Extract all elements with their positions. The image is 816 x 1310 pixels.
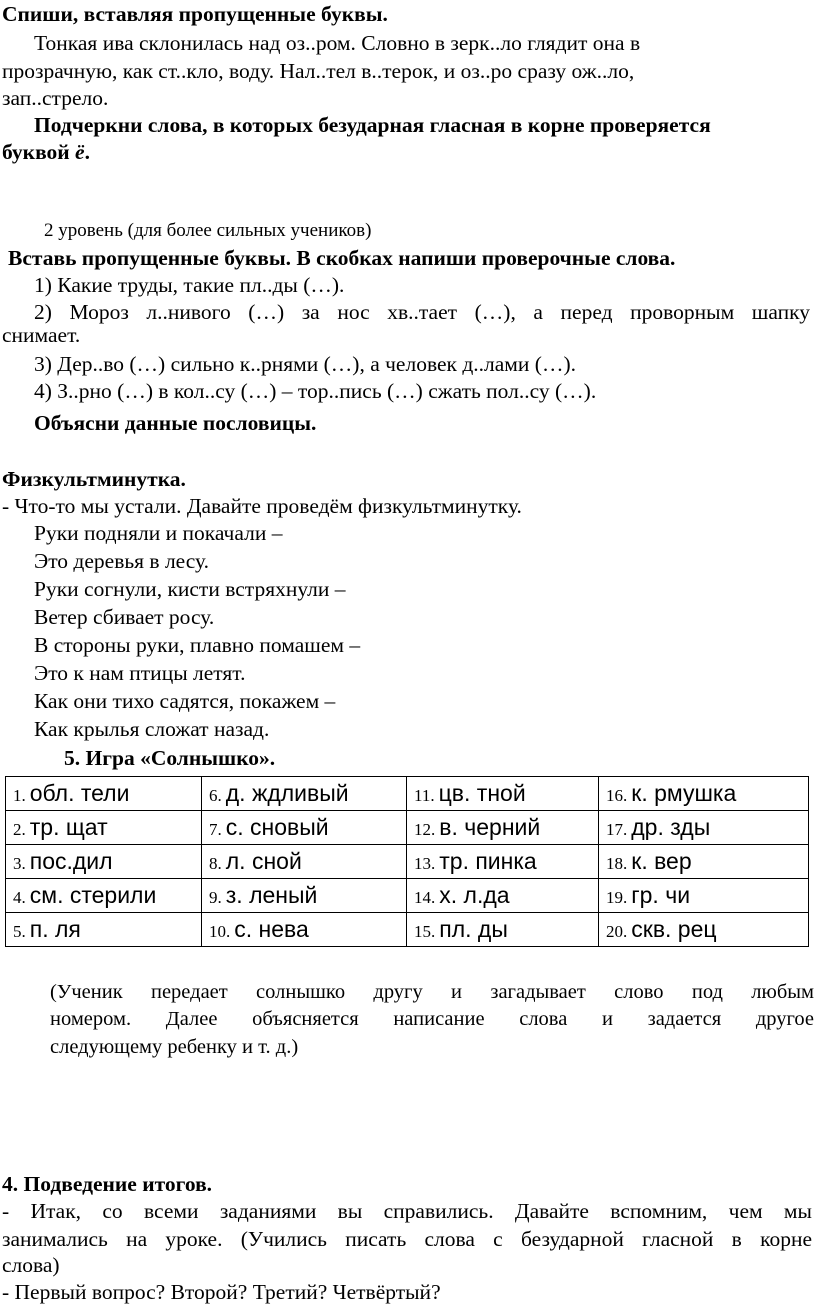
cell-number: 4.	[13, 888, 26, 907]
cell-word: др. зды	[631, 814, 711, 840]
cell-number: 10.	[209, 922, 231, 941]
cell-word: л. сной	[225, 848, 302, 874]
section-heading: Физкультминутка.	[2, 467, 186, 491]
cell-word: тр. щат	[29, 814, 108, 840]
cell-word: д. ждливый	[225, 780, 349, 806]
poem-line: Ветер сбивает росу.	[34, 605, 215, 629]
game-note-line: следующему ребенку и т. д.)	[50, 1036, 299, 1058]
summary-line: - Итак, со всеми заданиями вы справились. Давайте вспомним, чем мы	[2, 1199, 812, 1223]
summary-line: слова)	[2, 1253, 60, 1277]
cell-word: пос.дил	[29, 848, 113, 874]
poem-line: Это к нам птицы летят.	[34, 661, 246, 685]
table-cell	[599, 777, 809, 811]
table-cell	[202, 777, 407, 811]
cell-word: п. ля	[29, 916, 81, 942]
cell-number: 13.	[414, 854, 436, 873]
poem-line: Как крылья сложат назад.	[34, 717, 270, 741]
table-cell	[6, 777, 202, 811]
proverb-line: 3) Дер..во (…) сильно к..рнями (…), а человек д..лами (…).	[34, 352, 576, 376]
table-cell	[407, 777, 599, 811]
cell-word: с. сновый	[225, 814, 329, 840]
explain-task: Объясни данные пословицы.	[34, 411, 317, 435]
table-row	[6, 879, 809, 913]
cell-number: 11.	[414, 786, 435, 805]
table-cell	[202, 913, 407, 947]
cell-word: тр. пинка	[439, 848, 537, 874]
game-heading: 5. Игра «Солнышко».	[64, 746, 276, 770]
table-cell	[407, 811, 599, 845]
cell-number: 19.	[606, 888, 628, 907]
cell-word: с. нева	[234, 916, 309, 942]
poem-line: Как они тихо садятся, покажем –	[34, 689, 336, 713]
table-cell	[407, 845, 599, 879]
cell-word: обл. тели	[29, 780, 130, 806]
table-row	[6, 777, 809, 811]
text-line: Тонкая ива склонилась над оз..ром. Словно в зерк..ло глядит она в	[34, 31, 641, 55]
task-line	[2, 139, 90, 166]
table-cell	[407, 879, 599, 913]
section-heading: 4. Подведение итогов.	[2, 1172, 213, 1196]
cell-number: 6.	[209, 786, 222, 805]
cell-word: х. л.да	[439, 882, 510, 908]
poem-line: Руки согнули, кисти встряхнули –	[34, 577, 346, 601]
cell-number: 16.	[606, 786, 628, 805]
text-line: зап..стрело.	[2, 86, 109, 110]
poem-line: Это деревья в лесу.	[34, 549, 209, 573]
text-line: прозрачную, как ст..кло, воду. Нал..тел в..терок, и оз..ро сразу ож..ло,	[2, 59, 635, 83]
cell-number: 9.	[209, 888, 222, 907]
cell-word: см. стерили	[29, 882, 157, 908]
table-cell	[407, 913, 599, 947]
table-cell	[599, 879, 809, 913]
table-cell	[6, 845, 202, 879]
cell-number: 2.	[13, 820, 26, 839]
cell-word: пл. ды	[439, 916, 508, 942]
table-row	[6, 811, 809, 845]
proverb-line: 4) З..рно (…) в кол..су (…) – тор..пись (…) сжать пол..су (…).	[34, 379, 597, 403]
cell-number: 3.	[13, 854, 26, 873]
exercise-heading: Спиши, вставляя пропущенные буквы.	[2, 2, 388, 26]
poem-line: В стороны руки, плавно помашем –	[34, 633, 361, 657]
cell-number: 8.	[209, 854, 222, 873]
summary-line: занимались на уроке. (Учились писать слова с безударной гласной в корне	[2, 1227, 812, 1251]
table-cell	[202, 811, 407, 845]
cell-number: 12.	[414, 820, 436, 839]
table-cell	[6, 913, 202, 947]
cell-word: к. рмушка	[631, 780, 737, 806]
task-text: буквой	[2, 140, 76, 164]
cell-number: 14.	[414, 888, 436, 907]
cell-word: в. черний	[439, 814, 541, 840]
proverb-line: 2) Мороз л..нивого (…) за нос хв..тает (…), а перед проворным шапку	[34, 300, 810, 324]
cell-word: цв. тной	[438, 780, 526, 806]
table-cell	[6, 811, 202, 845]
game-table	[5, 776, 809, 947]
table-cell	[202, 879, 407, 913]
cell-number: 18.	[606, 854, 628, 873]
cell-number: 20.	[606, 922, 628, 941]
cell-word: скв. рец	[631, 916, 717, 942]
exercise-heading: Вставь пропущенные буквы. В скобках напиши проверочные слова.	[8, 246, 676, 270]
cell-number: 15.	[414, 922, 436, 941]
table-cell	[202, 845, 407, 879]
cell-word: гр. чи	[631, 882, 691, 908]
summary-line: - Первый вопрос? Второй? Третий? Четвёртый?	[2, 1280, 441, 1304]
game-note-line: номером. Далее объясняется написание слова и задается другое	[50, 1008, 814, 1030]
cell-number: 17.	[606, 820, 628, 839]
table-cell	[599, 811, 809, 845]
poem-line: Руки подняли и покачали –	[34, 521, 283, 545]
proverb-line: снимает.	[2, 323, 81, 347]
game-note-line: (Ученик передает солнышко другу и загадывает слово под любым	[50, 981, 814, 1003]
table-row	[6, 913, 809, 947]
cell-word: з. леный	[225, 882, 318, 908]
cell-number: 1.	[13, 786, 26, 805]
cell-number: 7.	[209, 820, 222, 839]
task-line: Подчеркни слова, в которых безударная гласная в корне проверяется	[34, 113, 711, 137]
intro-line: - Что-то мы устали. Давайте проведём физкультминутку.	[2, 494, 522, 518]
table-row	[6, 845, 809, 879]
table-cell	[6, 879, 202, 913]
table-cell	[599, 913, 809, 947]
table-cell	[599, 845, 809, 879]
level-label: 2 уровень (для более сильных учеников)	[44, 220, 372, 241]
task-text: .	[84, 140, 90, 164]
cell-word: к. вер	[631, 848, 692, 874]
task-letter: ё	[75, 140, 85, 164]
cell-number: 5.	[13, 922, 26, 941]
proverb-line: 1) Какие труды, такие пл..ды (…).	[34, 273, 345, 297]
